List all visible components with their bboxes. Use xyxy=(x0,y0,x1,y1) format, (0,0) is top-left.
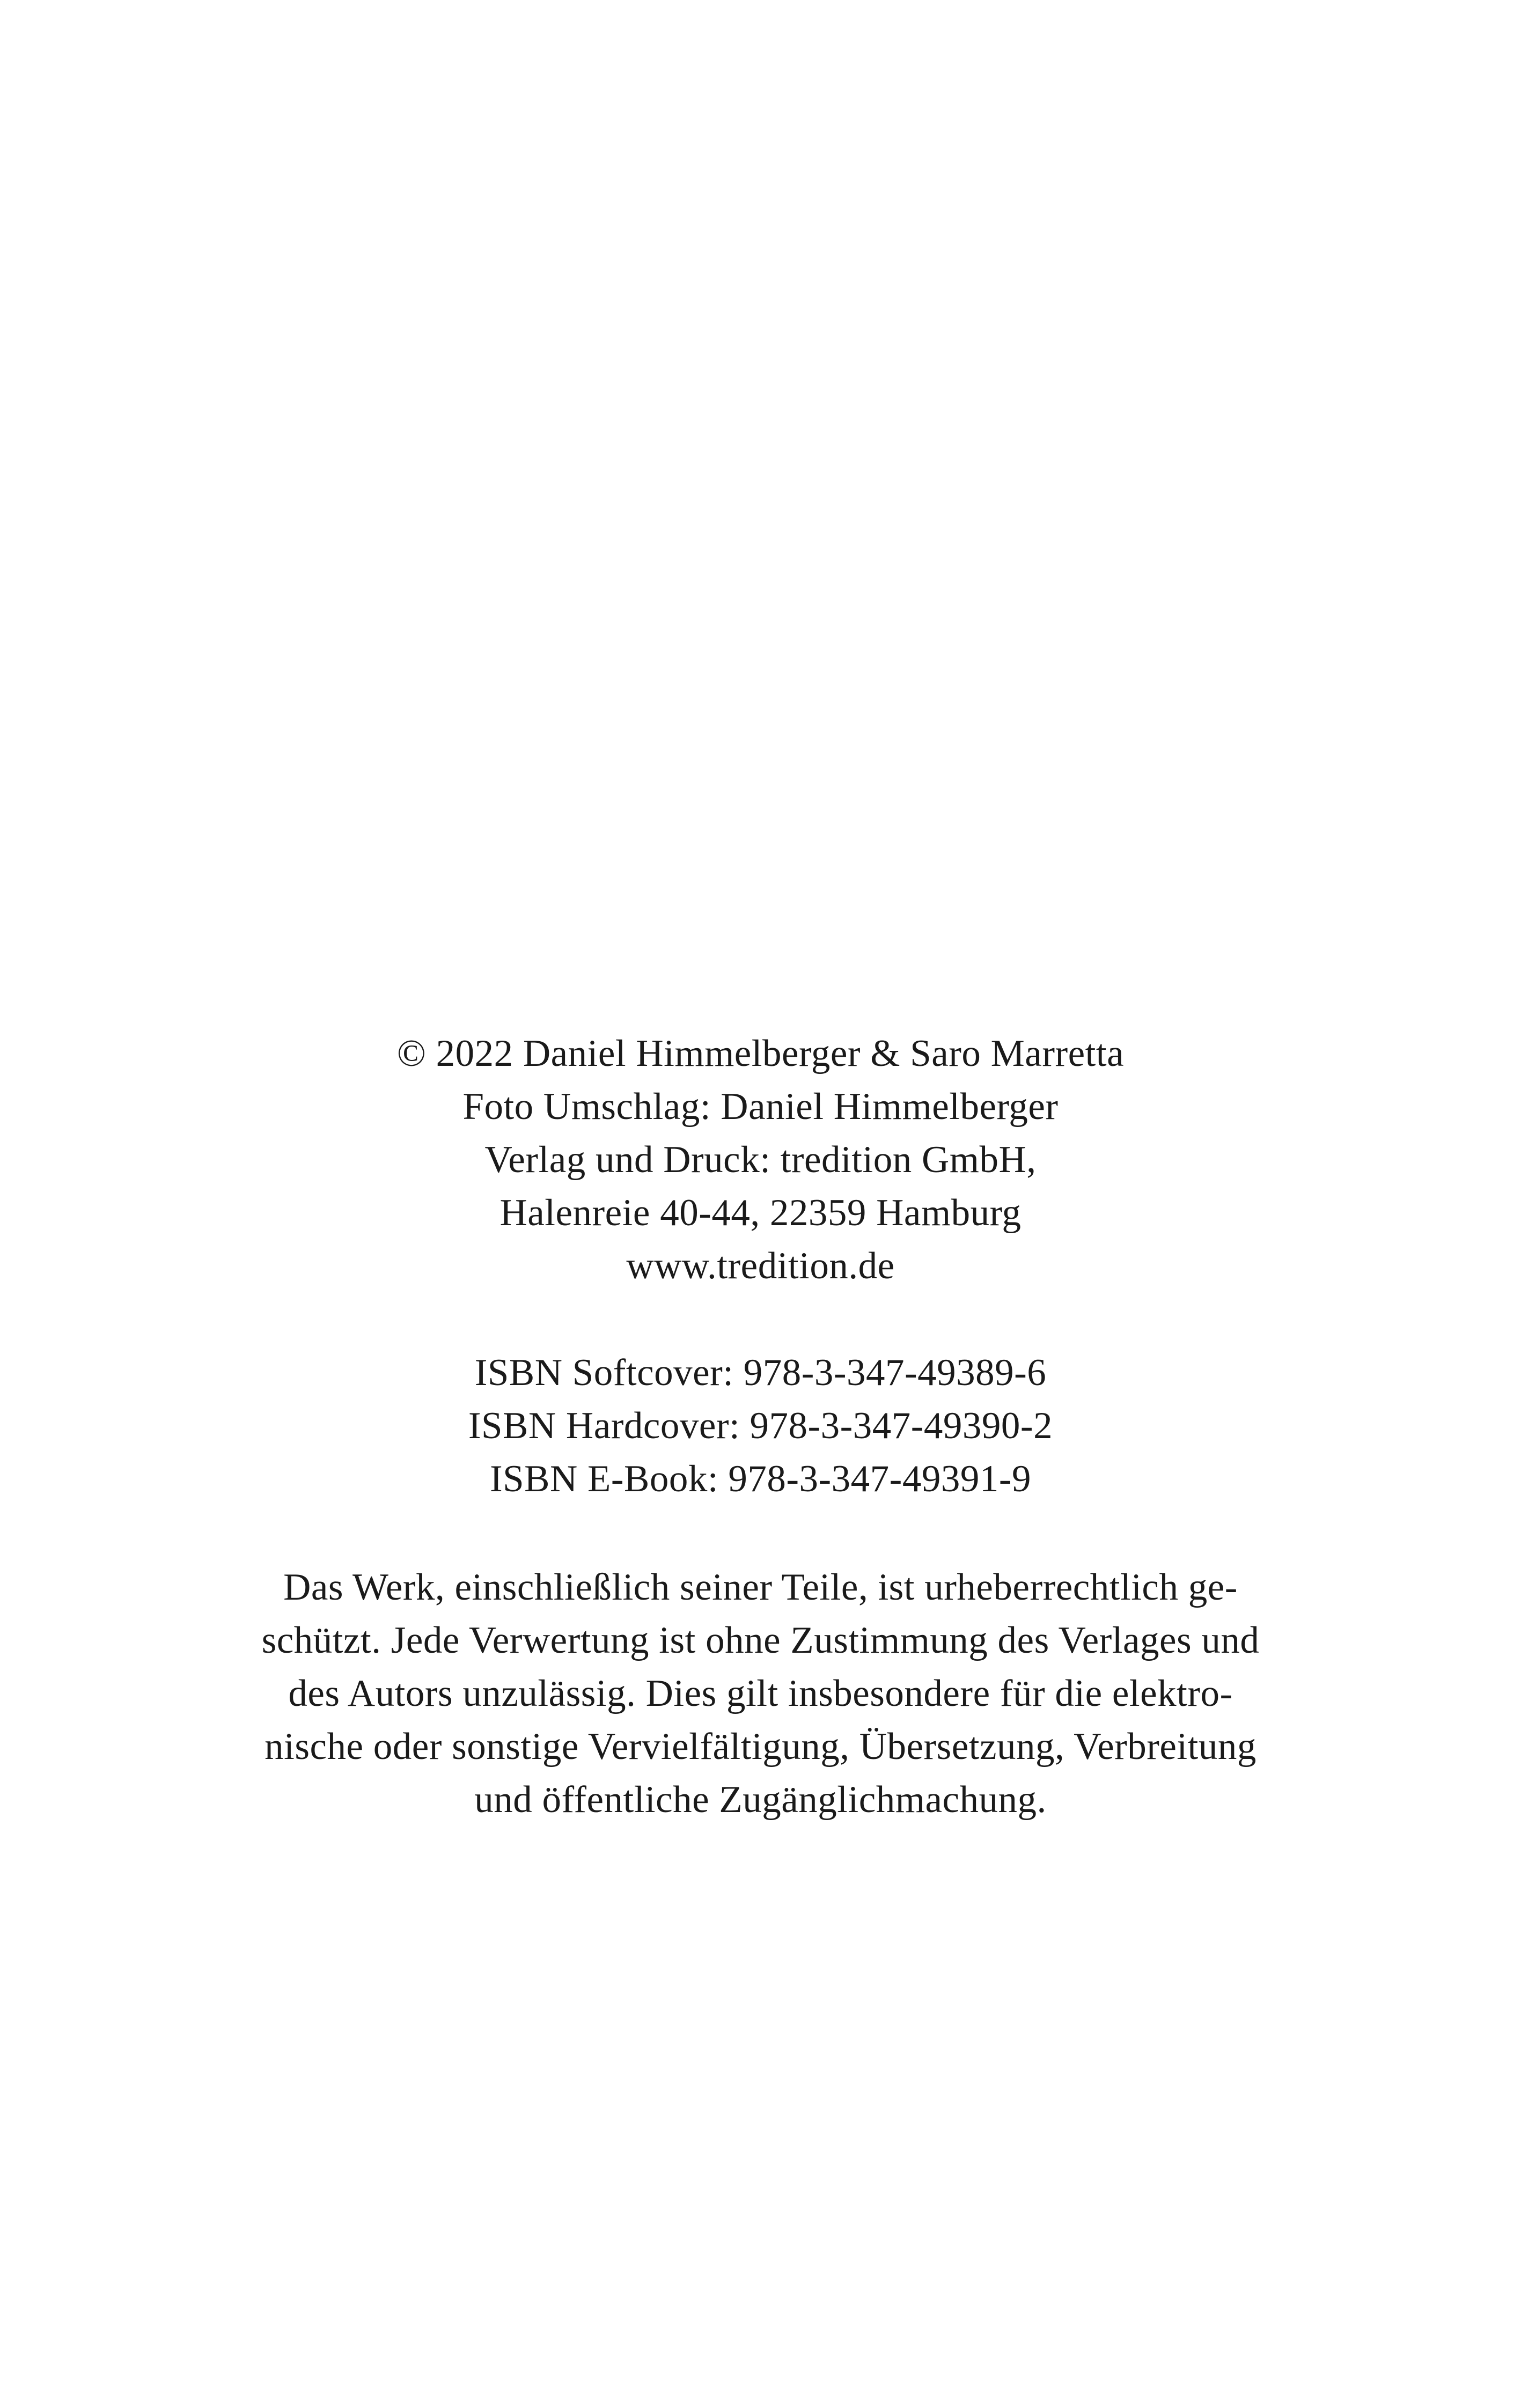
isbn-block xyxy=(0,1346,1521,1506)
rights-notice xyxy=(0,1561,1521,1827)
rights-line: und öffentliche Zugänglichmachung. xyxy=(474,1779,1047,1821)
isbn-hardcover: ISBN Hardcover: 978-3-347-49390-2 xyxy=(468,1405,1053,1447)
copyright-line: © 2022 Daniel Himmelberger & Saro Marretta xyxy=(396,1033,1125,1074)
rights-line: schützt. Jede Verwertung ist ohne Zustimmung des Verlages und xyxy=(261,1619,1260,1661)
credits-block xyxy=(0,1027,1521,1293)
publisher-line: Verlag und Druck: tredition GmbH, xyxy=(484,1139,1037,1181)
rights-line: nische oder sonstige Vervielfältigung, Übersetzung, Verbreitung xyxy=(264,1726,1257,1768)
rights-line: des Autors unzulässig. Dies gilt insbesondere für die elektro- xyxy=(288,1673,1233,1714)
cover-photo-credit: Foto Umschlag: Daniel Himmelberger xyxy=(462,1086,1059,1128)
publisher-address: Halenreie 40-44, 22359 Hamburg xyxy=(499,1192,1022,1234)
publisher-website: www.tredition.de xyxy=(626,1245,895,1287)
rights-line: Das Werk, einschließlich seiner Teile, ist urheberrechtlich ge- xyxy=(283,1566,1238,1608)
isbn-softcover: ISBN Softcover: 978-3-347-49389-6 xyxy=(474,1352,1047,1394)
isbn-ebook: ISBN E-Book: 978-3-347-49391-9 xyxy=(490,1458,1031,1500)
